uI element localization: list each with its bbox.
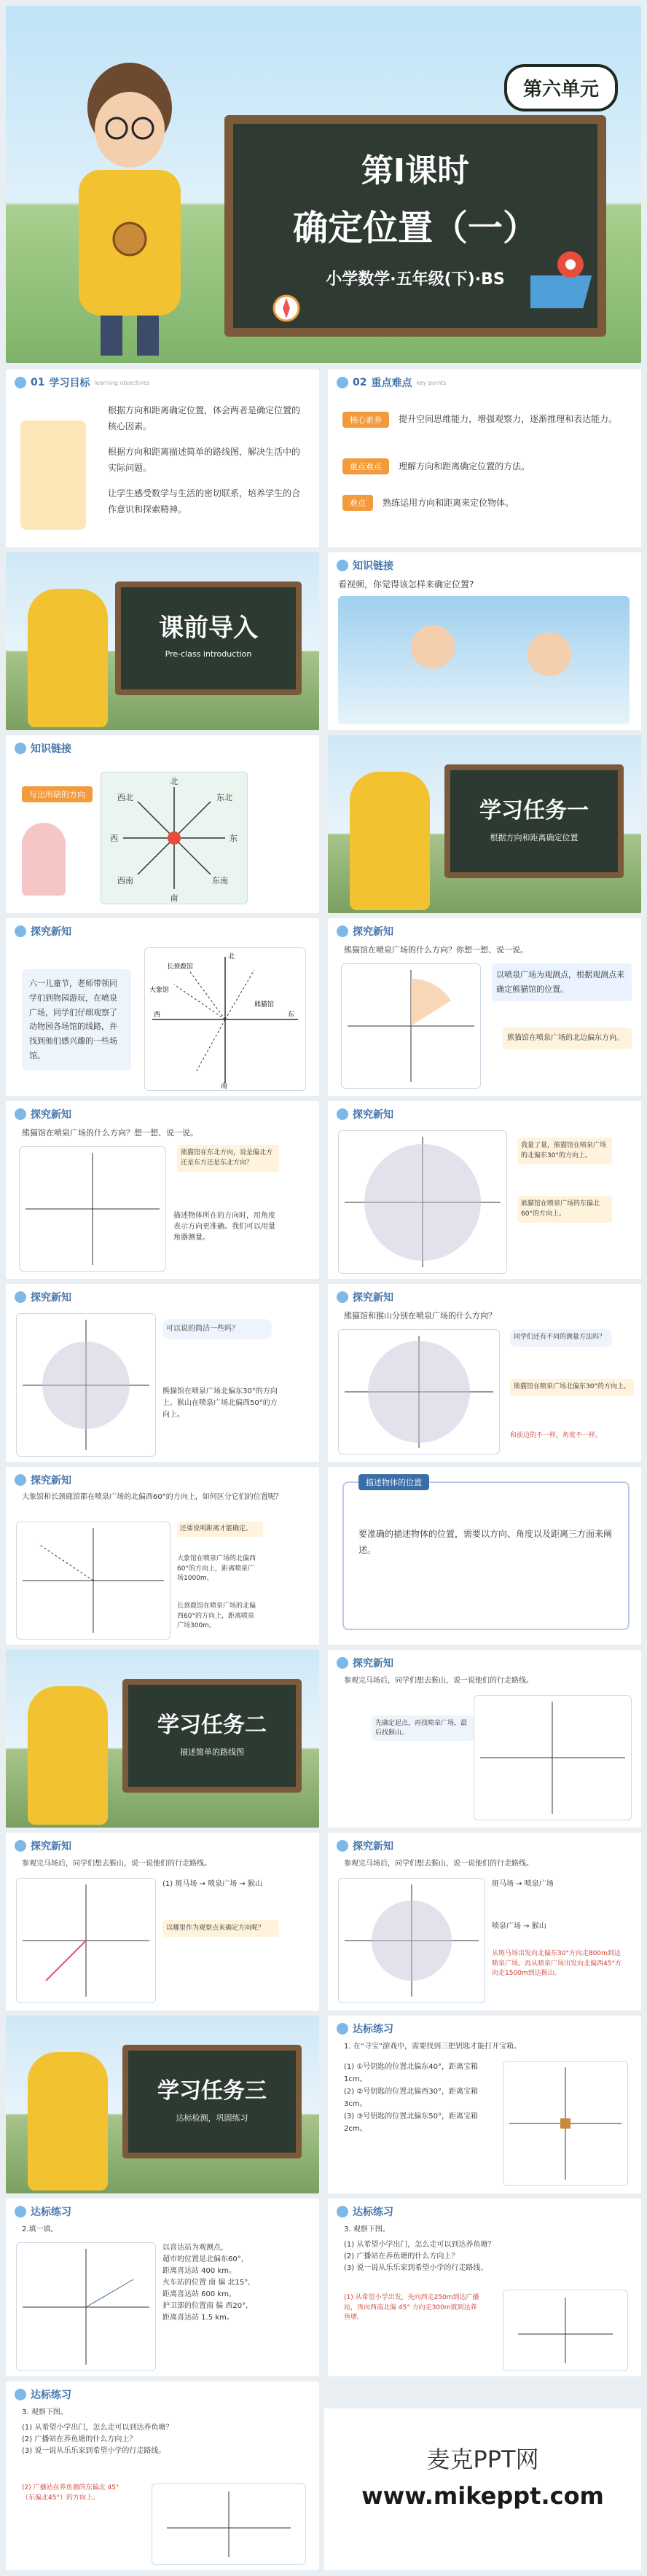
slide-explore-3 <box>6 1101 319 1279</box>
section-icon <box>15 925 26 937</box>
section-title: 达标练习 <box>353 2207 393 2218</box>
note-text: 和前边的不一样，角度不一样。 <box>510 1432 603 1439</box>
slide-route-3 <box>328 1833 641 2011</box>
section-title: 探究新知 <box>353 1292 393 1304</box>
section-icon <box>15 743 26 754</box>
question-text: 参观完马场后，同学们想去猴山，说一说他们的行走路线。 <box>344 1677 533 1685</box>
question-text: 熊猫馆和猴山分别在喷泉广场的什么方向？ <box>344 1311 496 1320</box>
section-icon <box>15 1840 26 1852</box>
slide-objectives <box>6 369 319 547</box>
answer-bubble: 以喷泉广场为观测点，根据观测点来确定熊猫馆的位置。 <box>492 963 632 1001</box>
answer-text: (2) 广播站在养鱼塘的东偏北 45°（东偏北45°）的方向上。 <box>22 2484 119 2502</box>
speech-bubble: 以哪里作为观察点来确定方向呢？ <box>162 1920 279 1937</box>
place-label: 大象馆 <box>149 987 170 994</box>
section-icon <box>15 1108 26 1120</box>
watermark-name: 麦克PPT网 <box>426 2446 539 2473</box>
map-pin-icon <box>530 246 603 315</box>
slide-title: 学习任务三 <box>157 2078 267 2104</box>
section-icon <box>337 2023 348 2035</box>
slide-title: 课前导入 <box>159 614 258 643</box>
section-title: 知识链接 <box>31 743 71 755</box>
village-map <box>503 2290 628 2371</box>
practice-item: (2) ②号钥匙的位置北偏西30°，距离宝箱3cm。 <box>344 2088 479 2108</box>
dir-label: 南 <box>170 893 179 903</box>
answer-text: (1) 从希望小学出发，先向西走250m到达广播站，再向西南北偏 45° 方向走300m就到达养鱼塘。 <box>344 2294 479 2321</box>
lesson-number: 第Ⅰ课时 <box>361 152 470 189</box>
tag-pill: 重点难点 <box>342 458 389 474</box>
dir-label: 东北 <box>216 793 232 802</box>
route-text: (1) 斑马场 → 喷泉广场 → 猴山 <box>162 1880 262 1888</box>
section-icon <box>15 1474 26 1486</box>
protractor-map <box>338 1130 507 1274</box>
objective-item: 根据方向和距离确定位置，体会两者是确定位置的核心因素。 <box>108 405 301 431</box>
student-illustration <box>350 772 430 910</box>
question-text: 1. 在“寻宝”游戏中，需要找到三把钥匙才能打开宝箱。 <box>344 2043 522 2051</box>
student-illustration <box>50 50 210 356</box>
keypoint-item: 提升空间思维能力，增强观察力，逐渐推理和表达能力。 <box>399 414 618 424</box>
slide-summary <box>328 1467 641 1645</box>
speech-bubble: 可以说的简洁一些吗？ <box>162 1319 272 1339</box>
section-icon <box>337 1108 348 1120</box>
question-text: 大象馆和长颈鹿馆都在喷泉广场的北偏西60°的方向上，如何区分它们的位置呢？ <box>22 1493 283 1501</box>
zoo-map <box>19 1146 166 1272</box>
character-face <box>528 633 571 676</box>
slide-title: 学习任务一 <box>479 798 589 823</box>
student-illustration <box>28 589 108 727</box>
section-icon <box>337 925 348 937</box>
compass-icon <box>272 294 301 326</box>
slide-title: 学习任务二 <box>157 1712 267 1738</box>
slide-explore-5 <box>6 1284 319 1462</box>
speech-bubble: 熊猫馆在喷泉广场的东偏北60°的方向上。 <box>517 1196 612 1223</box>
section-icon <box>337 1657 348 1669</box>
section-title: 探究新知 <box>353 1109 393 1121</box>
question-text: 看视频，你觉得该怎样来确定位置? <box>338 579 474 590</box>
student-illustration <box>28 1686 108 1825</box>
village-map <box>152 2483 306 2565</box>
watermark-panel <box>324 2408 641 2570</box>
fill-item: 超市的位置是北偏东60°， <box>162 2255 248 2263</box>
speech-bubble: 熊猫馆在喷泉广场北偏东30°的方向上。 <box>510 1379 634 1396</box>
practice-item: (1) ①号钥匙的位置北偏东40°，距离宝箱1cm。 <box>344 2063 479 2083</box>
books-illustration <box>20 420 86 530</box>
practice-item: (3) ③号钥匙的位置北偏东50°，距离宝箱2cm。 <box>344 2113 479 2133</box>
practice-item: (2) 广播站在养鱼塘的什么方向上？ <box>22 2435 137 2443</box>
section-title: 探究新知 <box>31 1475 71 1487</box>
section-title: 达标练习 <box>353 2024 393 2035</box>
dir-label: 西北 <box>117 793 133 802</box>
slide-task-two <box>6 1650 319 1828</box>
route-answer: 从斑马场出发向北偏东30°方向走800m到达喷泉广场。再从喷泉广场出发向北偏西45°方向走1500m到达猴山。 <box>492 1950 621 1977</box>
section-title: 探究新知 <box>31 926 71 938</box>
slide-practice-2 <box>6 2199 319 2376</box>
section-icon <box>337 2206 348 2217</box>
video-frame[interactable] <box>338 596 630 724</box>
zoo-map <box>16 1878 156 2003</box>
section-icon <box>15 377 26 388</box>
slide-explore-1 <box>6 918 319 1096</box>
speech-bubble: 我量了量，熊猫馆在喷泉广场的北偏东30°的方向上。 <box>517 1138 612 1164</box>
slide-subtitle: Pre-class introduction <box>165 649 252 659</box>
place-label: 熊猫馆 <box>254 1001 275 1009</box>
section-title: 探究新知 <box>353 1841 393 1852</box>
practice-item: (3) 说一说从乐乐家到希望小学的行走路线。 <box>22 2447 166 2455</box>
section-title: 探究新知 <box>31 1109 71 1121</box>
fill-item: 距离喜达站 1.5 km。 <box>162 2314 234 2322</box>
section-icon <box>337 560 348 571</box>
section-icon <box>15 1291 26 1303</box>
zoo-map <box>144 947 306 1091</box>
zoo-map <box>338 1878 485 2003</box>
keypoint-item: 熟练运用方向和距离来定位物体。 <box>383 498 514 508</box>
section-icon <box>337 1291 348 1303</box>
slide-task-three <box>6 2016 319 2193</box>
lesson-subtitle: 小学数学·五年级(下)·BS <box>326 270 505 289</box>
slide-keypoints <box>328 369 641 547</box>
dir-label: 西 <box>154 1011 161 1019</box>
fill-item: 以喜达站为观测点， <box>162 2244 228 2252</box>
section-title: 达标练习 <box>31 2389 71 2401</box>
zoo-map <box>16 1522 170 1640</box>
section-icon <box>15 2389 26 2400</box>
dir-label: 东 <box>230 834 238 843</box>
section-number: 02 <box>353 377 367 388</box>
dir-label: 北 <box>170 777 179 786</box>
question-text: 3. 观察下图。 <box>22 2408 68 2416</box>
section-title: 探究新知 <box>353 926 393 938</box>
section-en: key points <box>416 379 447 386</box>
watermark-url[interactable]: www.mikeppt.com <box>361 2482 604 2510</box>
speech-bubble: 还要说明距离才能确定。 <box>177 1522 263 1537</box>
speech-bubble: 熊猫馆在东北方向，说是偏北方还是东方还是东北方向？ <box>177 1145 279 1172</box>
answer-text: 大象馆在喷泉广场的北偏西60°的方向上，距离喷泉广场1000m。 <box>177 1555 256 1582</box>
station-map <box>16 2242 156 2371</box>
slide-preclass <box>6 552 319 730</box>
slide-directions <box>6 735 319 913</box>
slide-subtitle: 根据方向和距离确定位置 <box>490 833 579 842</box>
question-text: 参观完马场后，同学们想去猴山，说一说他们的行走路线。 <box>22 1860 211 1868</box>
practice-item: (2) 广播站在养鱼塘的什么方向上？ <box>344 2252 459 2260</box>
section-title: 重点难点 <box>371 377 412 389</box>
question-text: 参观完马场后，同学们想去猴山，说一说他们的行走路线。 <box>344 1860 533 1868</box>
dir-label: 西南 <box>117 876 133 885</box>
section-title: 知识链接 <box>353 560 393 572</box>
summary-tag: 描述物体的位置 <box>358 1474 429 1490</box>
protractor-map <box>338 1329 500 1455</box>
direction-rose <box>101 772 248 904</box>
answer-text: 长颈鹿馆在喷泉广场的北偏西60°的方向上，距离喷泉广场300m。 <box>177 1602 256 1629</box>
explanation-text: 熊猫馆在喷泉广场北偏东30°的方向上。猴山在喷泉广场北偏西50°的方向上。 <box>162 1387 278 1419</box>
scene-text: 六一儿童节，老师带领同学们到物园游玩，在喷泉广场，同学们仔细观察了动物园各场馆的线路，并找到他们感兴趣的一些场馆。 <box>22 969 131 1070</box>
dir-label: 北 <box>228 953 235 960</box>
fill-item: 距离喜达站 600 km。 <box>162 2290 236 2298</box>
question-text: 熊猫馆在喷泉广场的什么方向？想一想、说一说。 <box>22 1128 198 1138</box>
section-title: 探究新知 <box>353 1658 393 1669</box>
girl-illustration <box>22 823 66 896</box>
section-title: 探究新知 <box>31 1841 71 1852</box>
zoo-map <box>341 963 481 1089</box>
question-text: 熊猫馆在喷泉广场的什么方向？你想一想、说一说。 <box>344 945 528 955</box>
slide-practice-3 <box>328 2199 641 2376</box>
treasure-map <box>503 2061 628 2186</box>
task-label: 写出所缺的方向 <box>22 786 93 802</box>
slide-video <box>328 552 641 730</box>
answer-bubble: 熊猫馆在喷泉广场的北边偏东方向。 <box>503 1027 632 1049</box>
protractor-map <box>16 1313 156 1457</box>
fill-item: 护卫部的位置南 偏 西20°, <box>162 2302 248 2310</box>
slide-explore-6 <box>328 1284 641 1462</box>
student-illustration <box>28 2052 108 2191</box>
summary-text: 要准确的描述物体的位置，需要以方向、角度以及距离三方面来阐述。 <box>358 1529 613 1555</box>
slide-explore-7 <box>6 1467 319 1645</box>
question-text: 3. 观察下图。 <box>344 2225 390 2234</box>
dir-label: 东 <box>288 1011 295 1019</box>
tag-pill: 核心素养 <box>342 412 389 428</box>
section-icon <box>337 377 348 388</box>
section-title: 达标练习 <box>31 2207 71 2218</box>
fill-item: 火车站的位置 南 偏 北15°, <box>162 2279 251 2287</box>
section-title: 探究新知 <box>31 1292 71 1304</box>
speech-bubble: 同学们还有不同的测量方法吗？ <box>510 1329 612 1347</box>
tag-pill: 难点 <box>342 495 373 511</box>
route-step: 斑马场 → 喷泉广场 <box>492 1880 554 1888</box>
question-text: 2.填一填。 <box>22 2225 58 2234</box>
lesson-title: 确定位置（一） <box>292 208 538 248</box>
slide-route-1 <box>328 1650 641 1828</box>
fill-item: 距离喜达站 400 km。 <box>162 2267 236 2275</box>
slide-explore-2 <box>328 918 641 1096</box>
speech-bubble: 先确定起点，再找喷泉广场，最后找猴山。 <box>372 1715 474 1741</box>
dir-label: 东南 <box>212 876 228 885</box>
slide-task-one <box>328 735 641 913</box>
keypoint-item: 理解方向和距离确定位置的方法。 <box>399 461 530 471</box>
practice-item: (1) 从希望小学出门，怎么走可以到达养鱼塘？ <box>22 2424 173 2432</box>
objective-item: 让学生感受数学与生活的密切联系，培养学生的合作意识和探索精神。 <box>108 488 301 514</box>
slide-practice-1 <box>328 2016 641 2193</box>
slide-route-2 <box>6 1833 319 2011</box>
section-icon <box>15 2206 26 2217</box>
dir-label: 南 <box>221 1083 228 1090</box>
cover-slide <box>6 6 641 363</box>
slide-practice-4 <box>6 2381 319 2570</box>
slide-subtitle: 达标检测，巩固练习 <box>176 2113 248 2123</box>
objective-item: 根据方向和距离描述简单的路线图，解决生活中的实际问题。 <box>108 447 301 473</box>
dir-label: 西 <box>110 834 118 843</box>
unit-badge: 第六单元 <box>504 64 618 111</box>
section-icon <box>337 1840 348 1852</box>
route-step: 喷泉广场 → 猴山 <box>492 1922 546 1930</box>
section-en: learning objectives <box>94 379 150 386</box>
slide-explore-4 <box>328 1101 641 1279</box>
character-face <box>411 625 455 669</box>
slide-subtitle: 描述简单的路线图 <box>180 1747 244 1757</box>
explanation-text: 描述物体所在的方向时，用角度表示方向更准确。我们可以用量角器测量。 <box>173 1212 275 1242</box>
place-label: 长颈鹿馆 <box>167 963 194 971</box>
section-title: 学习目标 <box>49 377 90 389</box>
practice-item: (1) 从希望小学出门，怎么走可以到达养鱼塘？ <box>344 2241 495 2249</box>
zoo-map <box>474 1695 632 1820</box>
section-number: 01 <box>31 377 45 388</box>
practice-item: (3) 说一说从乐乐家到希望小学的行走路线。 <box>344 2264 488 2272</box>
